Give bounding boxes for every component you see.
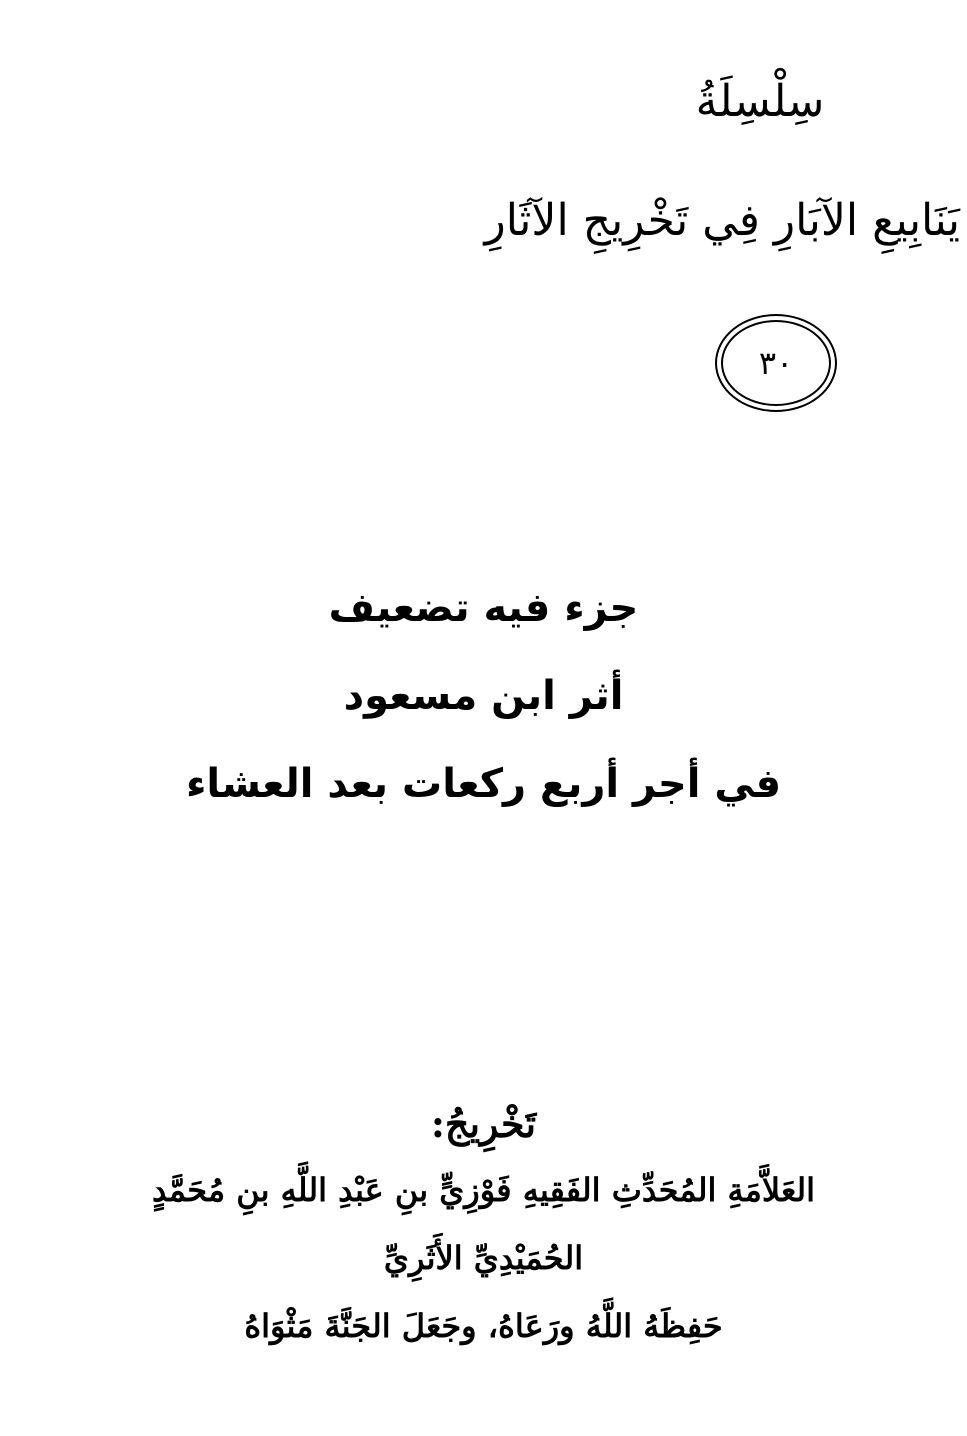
series-title: يَنَابِيعِ الآبَارِ فِي تَخْرِيجِ الآثَارِ: [484, 195, 960, 246]
author-name-line-2: الحُمَيْدِيِّ الأَثَرِيِّ: [383, 1239, 584, 1277]
main-title-line-3: في أجر أربع ركعات بعد العشاء: [185, 761, 782, 807]
author-blessing: حَفِظَهُ اللَّهُ ورَعَاهُ، وجَعَلَ الجَنَّةَ مَثْوَاهُ: [244, 1307, 723, 1345]
series-label: سِلْسِلَةُ: [695, 76, 825, 127]
author-name-line-1: العَلاَّمَةِ المُحَدِّثِ الفَقِيهِ فَوْزِيٍّ بنِ عَبْدِ اللَّهِ بنِ مُحَمَّدٍ: [151, 1171, 816, 1209]
main-title-line-2: أثر ابن مسعود: [343, 673, 624, 719]
series-number: ٣٠: [758, 344, 794, 382]
main-title-line-1: جزء فيه تضعيف: [328, 585, 639, 631]
author-heading: تَخْرِيجُ:: [430, 1101, 537, 1146]
series-number-badge: [715, 314, 837, 412]
